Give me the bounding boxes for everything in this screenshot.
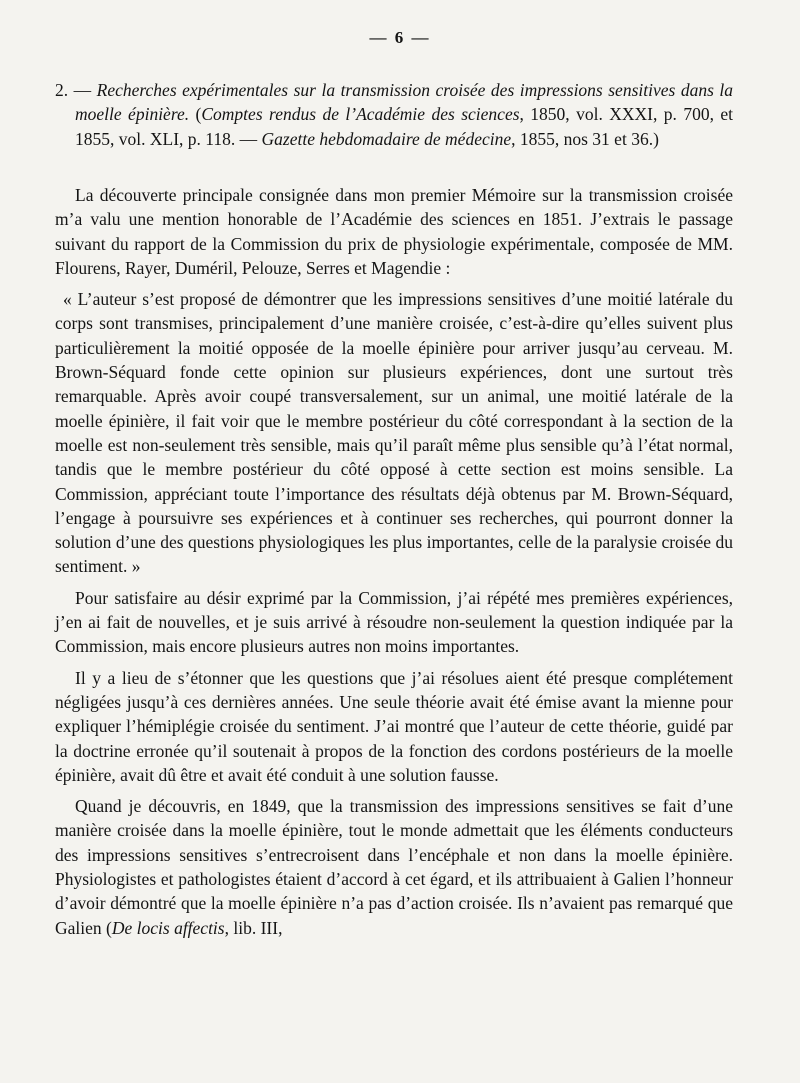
commission-quote: « L’auteur s’est proposé de démontrer que les impressions sensitives d’une moitié latérale du corps sont transmises, principalement d’une manière croisée, c’est-à-dire qu’elles suivent plus particulièrement la moitié opposée de la moelle épinière pour arriver jusqu’au cerveau. M. Brown-Séquard fonde cette opinion sur plusieurs expériences, dont une surtout très remarquable. Après avoir coupé transversalement, sur un animal, une moitié latérale de la moelle épinière, il fait voir que le membre postérieur du côté correspondant à la section de la moelle est non-seulement très sensible, mais qu’il paraît même plus sensible qu’à l’état normal, tandis que le membre postérieur du côté opposé à cette section est moins sensible. La Commission, appréciant toute l’importance des résultats déjà obtenus par M. Brown-Séquard, l’engage à poursuivre ses expériences et à continuer ses recherches, qui pourront donner la solution d’une des questions physiologiques les plus importantes, celle de la paralysie croisée du sentiment. » <box>55 289 733 577</box>
reference-comptes-title: Comptes rendus de l’Académie des sciences <box>201 104 520 125</box>
reference-comptes-details: , 1850, vol. XXXI, p. 700, et 1855, vol. XLI, p. 118. — <box>75 104 733 149</box>
reference-number: 2. <box>55 80 69 100</box>
paragraph-text: Quand je découvris, en 1849, que la transmission des impressions sensitives se fait d’une manière croisée dans la moelle épinière, tout le monde admettait que les éléments conducteurs des impressions sensitives s’entrecroisent dans l’encéphale et non dans la moelle épinière. Physiologistes et pathologistes étaient d’accord à cet égard, et ils attribuaient à Galien l’honneur d’avoir démontré que la moelle épinière n’a pas d’action croisée. Ils n’avaient pas remarqué que Galien ( <box>55 796 733 938</box>
reference-entry <box>55 78 733 151</box>
paragraph: La découverte principale consignée dans mon premier Mémoire sur la transmission croisée m’a valu une mention honorable de l’Académie des sciences en 1851. J’extrais le passage suivant du rapport de la Commission du prix de physiologie expérimentale, composée de MM. Flourens, Rayer, Duméril, Pelouze, Serres et Magendie : <box>55 185 733 278</box>
page-number: — 6 — <box>369 28 431 47</box>
reference-comptes-open: ( <box>189 104 202 125</box>
bibliographic-reference <box>55 78 733 151</box>
reference-title: Recherches expérimentales sur la transmission croisée des impressions sensitives dans la moelle épinière. <box>75 80 733 125</box>
paragraph <box>55 794 733 940</box>
reference-dash: — <box>68 80 97 100</box>
reference-gazette-title: Gazette hebdomadaire de médecine <box>261 128 512 149</box>
galien-work-title: De locis affectis <box>111 917 225 938</box>
body-text <box>55 183 733 947</box>
paragraph: Pour satisfaire au désir exprimé par la Commission, j’ai répété mes premières expériences, j’en ai fait de nouvelles, et je suis arrivé à résoudre non-seulement la question indiquée par la Commission, mais encore plusieurs autres non moins importantes. <box>55 587 733 657</box>
paragraph: Il y a lieu de s’étonner que les questions que j’ai résolues aient été presque complétement négligées jusqu’à ces dernières années. Une seule théorie avait été émise avant la mienne pour expliquer l’hémiplégie croisée du sentiment. J’ai montré que l’auteur de cette théorie, guidé par la doctrine erronée qu’il soutenait à propos de la fonction des cordons postérieurs de la moelle épinière, avait dû être et avait été conduit à une solution fausse. <box>55 667 733 785</box>
reference-gazette-details: , 1855, nos 31 et 36.) <box>511 128 659 149</box>
paragraph-text: , lib. III, <box>224 917 283 938</box>
